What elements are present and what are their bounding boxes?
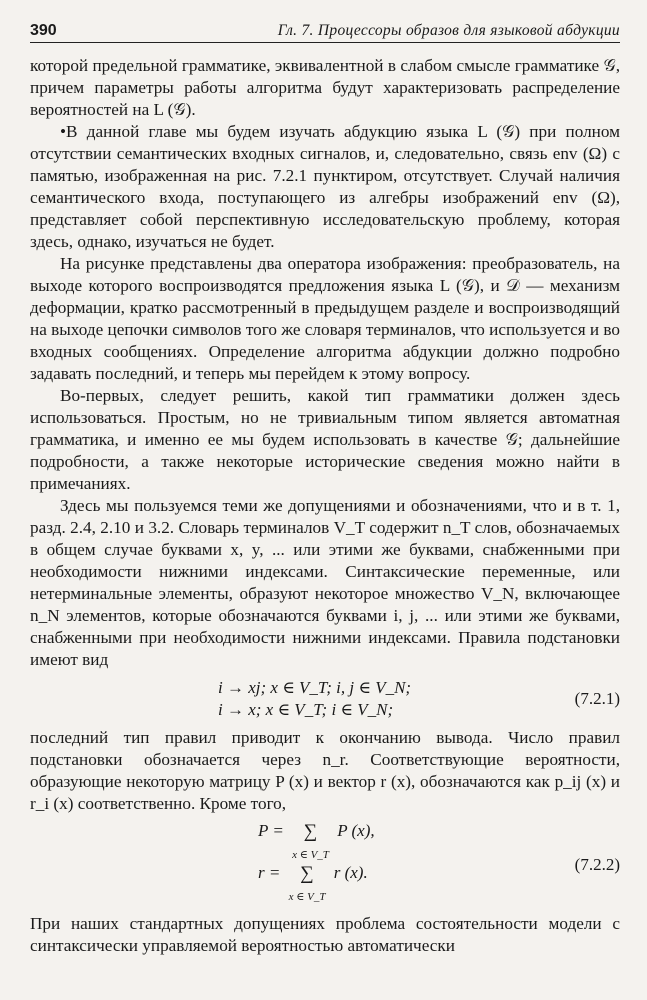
eq-lhs: P = bbox=[258, 821, 284, 840]
equation-number: (7.2.1) bbox=[574, 689, 620, 708]
page-number: 390 bbox=[30, 22, 57, 39]
paragraph: •В данной главе мы будем изучать абдукцию языка L (𝒢) при полном отсутствии семантических входных сигналов, и, следовательно, связь env (Ω) с памятью, изображенная на рис. 7.2.1 пунктиром, отсутствует. Случай наличия семантического входа, поступающего из алгебры изображений env (Ω), представляет собой перспективную исследовательскую проблему, которая здесь, однако, изучаться не будет. bbox=[30, 122, 620, 251]
paragraph: которой предельной грамматике, эквивалентной в слабом смысле грамматике 𝒢, причем параметры работы алгоритма будут характеризовать распределение вероятностей на L (𝒢). bbox=[30, 56, 620, 119]
page bbox=[30, 22, 620, 957]
paragraph: При наших стандартных допущениях проблема состоятельности модели с синтаксически управляемой вероятностью автоматически bbox=[30, 914, 620, 955]
eq-rhs: P (x), bbox=[337, 821, 375, 840]
equation-7-2-2 bbox=[30, 819, 620, 905]
equation-line bbox=[258, 863, 368, 905]
sum-symbol: ∑ bbox=[303, 821, 318, 842]
eq-lhs: r = bbox=[258, 863, 281, 882]
paragraph: Во-первых, следует решить, какой тип грамматики должен здесь использоваться. Простым, но не тривиальным типом является автоматная грамматика, и именно ее мы будем использовать в качестве 𝒢; дальнейшие подробности, а также некоторые исторические сведения можно найти в примечаниях. bbox=[30, 386, 620, 493]
equation-line bbox=[258, 821, 375, 863]
running-head: Гл. 7. Процессоры образов для языковой абдукции bbox=[277, 22, 620, 39]
page-header bbox=[30, 22, 620, 43]
paragraph: На рисунке представлены два оператора изображения: преобразователь, на выходе которого воспроизводятся предложения языка L (𝒢), и 𝒟 — механизм деформации, кратко рассмотренный в предыдущем разделе и воспроизводящий на выходе цепочки символов того же словаря терминалов, что используется и во входных сообщениях. Определение алгоритма абдукции должно подробно задавать последний, и теперь мы перейдем к этому вопросу. bbox=[30, 254, 620, 383]
sum-symbol: ∑ bbox=[300, 863, 314, 884]
eq-rhs: r (x). bbox=[333, 863, 368, 882]
equation-7-2-1 bbox=[30, 677, 620, 721]
paragraph: Здесь мы пользуемся теми же допущениями и обозначениями, что и в т. 1, разд. 2.4, 2.10 и 3.2. Словарь терминалов V_T содержит n_T слов, обозначаемых в общем случае буквами x, y, ... или этими же буквами, снабженными при необходимости нижними индексами. Синтаксические переменные, или нетерминальные элементы, образуют некоторое множество V_N, включающее n_N элементов, которые обозначаются буквами i, j, ... или этими же буквами, снабженными при необходимости нижними индексами. Правила подстановки имеют вид bbox=[30, 496, 620, 669]
equation-number: (7.2.2) bbox=[574, 855, 620, 874]
paragraph: последний тип правил приводит к окончанию вывода. Число правил подстановки обозначается через n_r. Соответствующие вероятности, образующие некоторую матрицу P (x) и вектор r (x), обозначаются как p_ij (x) и r_i (x) соответственно. Кроме того, bbox=[30, 728, 620, 813]
equation-line: i → x; x ∈ V_T; i ∈ V_N; bbox=[218, 700, 394, 719]
equation-line: i → xj; x ∈ V_T; i, j ∈ V_N; bbox=[218, 678, 412, 697]
sum-subscript: x ∈ V_T bbox=[292, 849, 329, 861]
sum-subscript: x ∈ V_T bbox=[288, 891, 326, 903]
